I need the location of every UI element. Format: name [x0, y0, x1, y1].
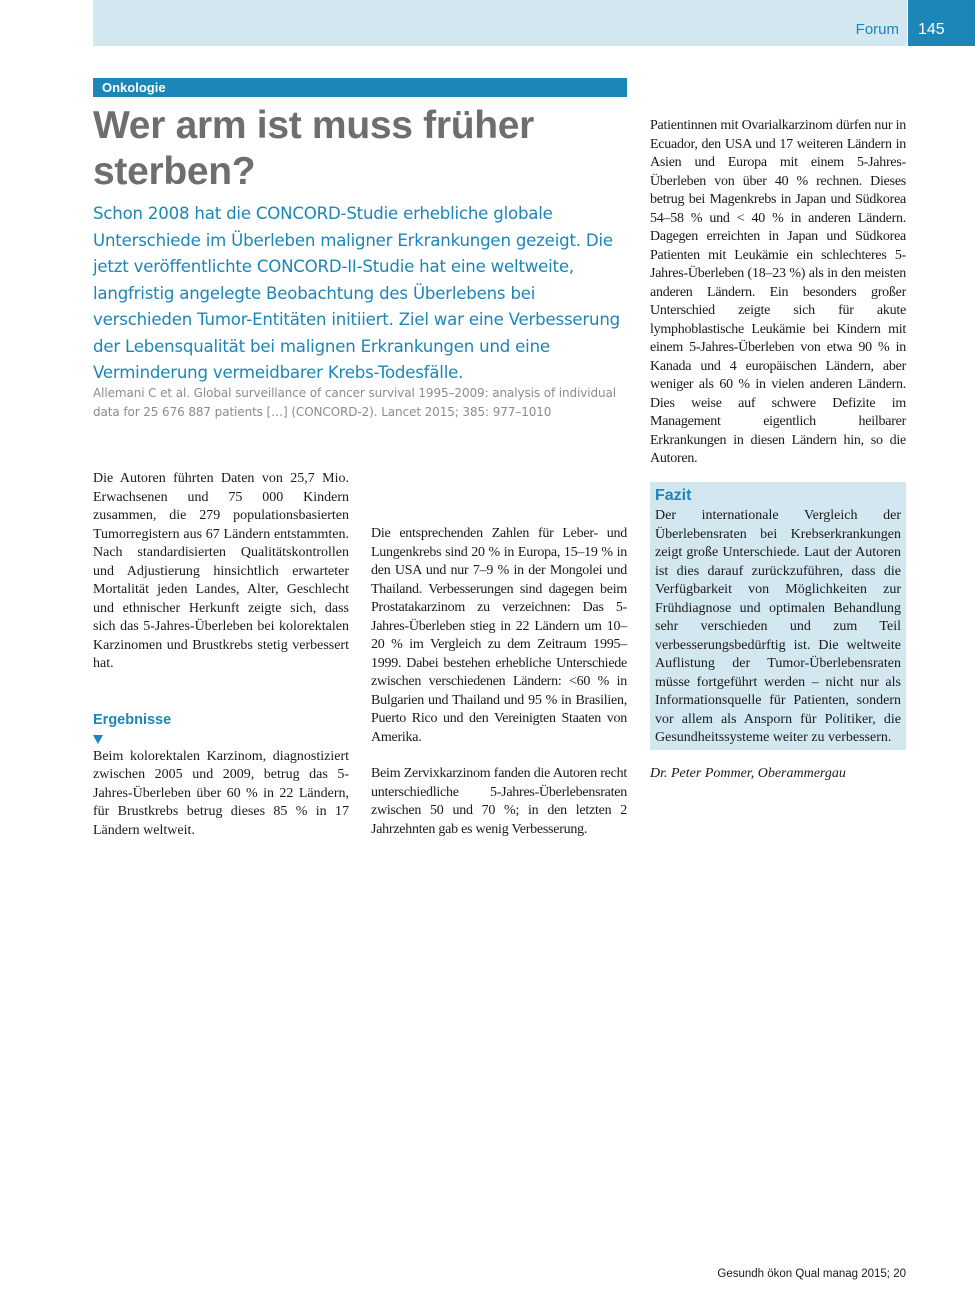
fazit-box — [650, 482, 906, 750]
column-2-paragraph-2: Beim Zervixkarzinom fanden die Autoren recht unterschiedliche 5-Jahres-Überlebensraten zwischen 50 und 70 %; in den letzten 2 Jahrzehnten gab es wenig Verbesserung. — [371, 766, 627, 837]
article-title: Wer arm ist muss früher sterben? — [93, 104, 535, 193]
triangle-down-icon — [93, 735, 103, 744]
citation: Allemani C et al. Global surveillance of cancer survival 1995–2009: analysis of individual data for 25 676 887 patients […] (CONCORD-2). Lancet 2015; 385: 977–1010 — [93, 386, 617, 419]
fazit-heading: Fazit — [655, 487, 692, 504]
page-number-box — [908, 0, 975, 46]
article-lead: Schon 2008 hat die CONCORD-Studie erhebliche globale Unterschiede im Überleben maligner Erkrankungen gezeigt. Die jetzt veröffentlichte CONCORD-II-Studie hat eine weltweite, langfristig angelegte Beobachtung des Überlebens bei verschieden Tumor-Entitäten initiiert. Ziel war eine Verbesserung der Lebensqualität bei malignen Erkrankungen und eine Verminderung vermeidbarer Krebs-Todesfälle. — [93, 204, 620, 382]
column-3 — [650, 117, 906, 469]
author-credit: Dr. Peter Pommer, Oberammergau — [650, 766, 846, 781]
fazit-text: Der internationale Vergleich der Überlebensraten bei Krebserkrankungen zeigt große Unterschiede. Laut der Autoren ist dies darauf zurückzuführen, dass die Verfügbarkeit von Möglichkeiten zur Frühdiagnose und optimalen Behandlung sehr verschieden und zum Teil verbesserungsbedürftig ist. Die weltweite Auflistung der Tumor-Überlebensraten müsse fortgeführt werden – nicht nur als Informationsquelle für Patienten, sondern vor allem als Ansporn für Politiker, die Gesundheitssysteme weiter zu verbessern. — [655, 508, 901, 745]
header-bar — [93, 0, 907, 46]
results-paragraph: Beim kolorektalen Karzinom, diagnostiziert zwischen 2005 und 2009, betrug das 5-Jahres-Überleben über 60 % in 22 Ländern, für Brustkrebs betrug dieses 85 % in 17 Ländern weltweit. — [93, 748, 349, 838]
column-3-paragraph: Patientinnen mit Ovarialkarzinom dürfen nur in Ecuador, den USA und 17 weiteren Ländern in Asien und Europa mit einem 5-Jahres-Überleben von über 40 % rechnen. Dieses betrug bei Magenkrebs in Japan und Südkorea 54–58 % und < 40 % in anderen Ländern. Dagegen erreichten in Japan und Südkorea Patienten mit Leukämie ein schlechteres 5-Jahres-Überleben (18–23 %) als in den meisten anderen Ländern. Ein besonders großer Unterschied zeigte sich für akute lymphoblastische Leukämie bei Kindern mit einem 5-Jahres-Überleben von etwa 90 % in Kanada und 4 europäischen Ländern, aber weniger als 60 % in vielen anderen Ländern. Dies weise auf schwere Defizite im Management eigentlich heilbarer Erkrankungen in diesen Ländern hin, so die Autoren. — [650, 118, 906, 466]
category-label: Onkologie — [93, 78, 627, 97]
journal-footer: Gesundh ökon Qual manag 2015; 20 — [717, 1268, 906, 1280]
column-2 — [371, 525, 627, 839]
page-number: 145 — [918, 21, 945, 38]
intro-paragraph: Die Autoren führten Daten von 25,7 Mio. Erwachsenen und 75 000 Kindern zusammen, die 279 populationsbasierten Tumorregistern aus 67 Ländern entstammten. Nach standardisierten Qualitätskontrollen und Adjustierung hinsichtlich erwarteter Mortalität jeden Landes, Alter, Geschlecht und ethnischer Herkunft zeigte sich, dass sich das 5-Jahres-Überleben bei kolorektalen Karzinomen und Brustkrebs stetig verbessert hat. — [93, 471, 349, 671]
results-heading: Ergebnisse — [93, 711, 172, 728]
section-label: Forum — [855, 21, 899, 38]
column-2-paragraph-1: Die entsprechenden Zahlen für Leber- und Lungenkrebs sind 20 % in Europa, 15–19 % in den USA und nur 7–9 % in der Mongolei und Thailand. Verbesserungen sind dagegen beim Prostatakarzinom zu verzeichnen: Das 5-Jahres-Überleben stieg in 22 Ländern um 10–20 % im Vergleich zu dem Zeitraum 1995–1999. Dabei bestehen erhebliche Unterschiede zwischen verschiedenen Ländern: <60 % in Bulgarien und Thailand und 95 % in Brasilien, Puerto Rico und den Vereinigten Staaten von Amerika. — [371, 526, 627, 745]
column-1 — [93, 470, 349, 840]
